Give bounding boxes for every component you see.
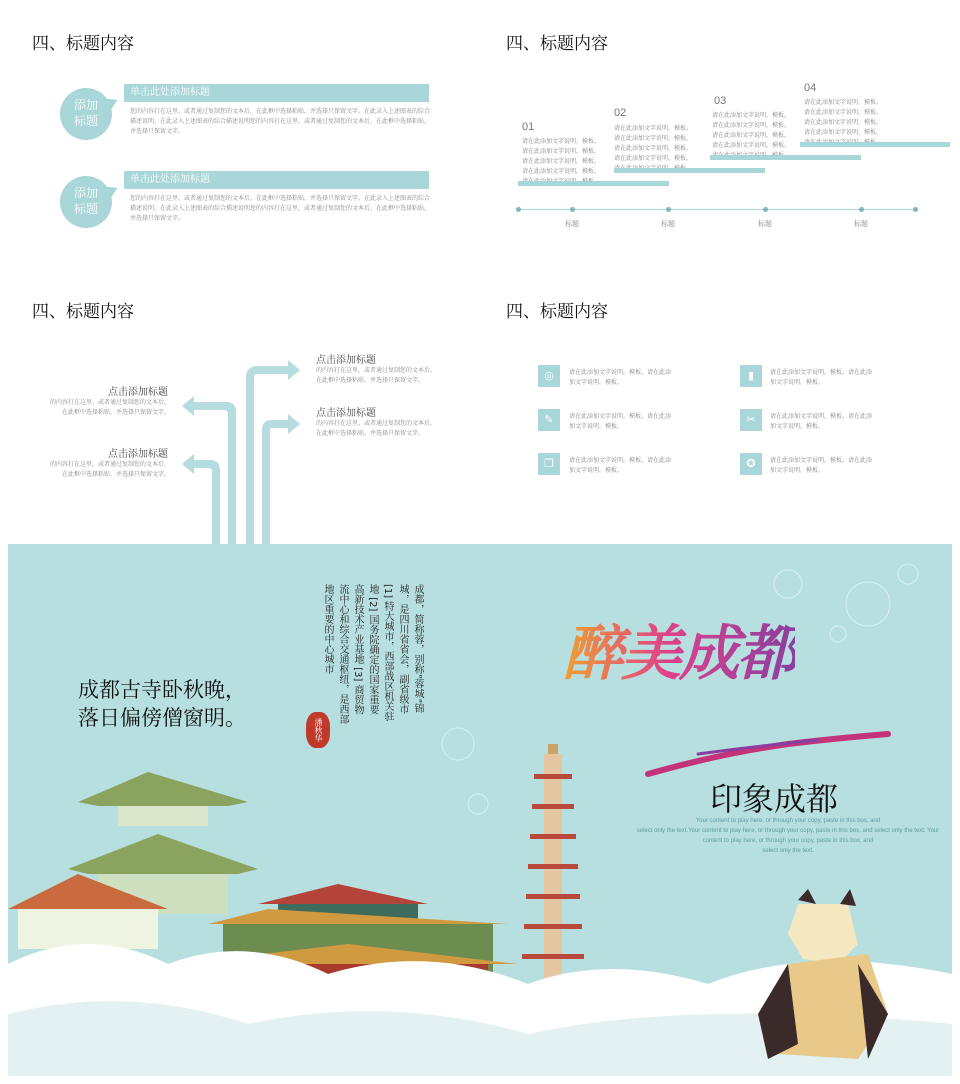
slide-2 <box>480 0 960 272</box>
trash-icon: ▮ <box>740 365 762 387</box>
cell-text: 请在此添加文字说明，模板。请在此添 加文字说明，模板。 <box>770 457 873 474</box>
poster-subtitle: 印象成都 <box>710 780 839 818</box>
cell-text: 请在此添加文字说明，模板。请在此添 加文字说明，模板。 <box>569 369 672 386</box>
slide-title: 四、标题内容 <box>506 302 608 322</box>
title-bubble <box>60 88 112 140</box>
step-text: 请在此添加文字说明，模板。 请在此添加文字说明，模板。 请在此添加文字说明，模板。 请在此添加文字说明，模板。 <box>522 138 601 175</box>
step-number: 02 <box>614 107 627 119</box>
brush-icon: ✎ <box>538 409 560 431</box>
item-body: 的内容打在这里，或者通过复制您的文本后， 在此框中选择粘贴，并选择只保留文字。 <box>49 399 170 416</box>
bubble-label: 添加 标题 <box>73 98 98 128</box>
timeline-label: 标题 <box>854 221 868 228</box>
seal-stamp: 潘秋华 <box>306 712 330 748</box>
title-bubble <box>60 176 112 228</box>
step-text: 请在此添加文字说明，模板。 请在此添加文字说明，模板。 请在此添加文字说明，模板。 请在此添加文字说明，模板。 <box>614 125 693 162</box>
step-number: 03 <box>714 95 727 107</box>
step-number: 01 <box>522 121 535 133</box>
vertical-text: 成都，简称蓉，别称"蓉城"锦 <box>412 584 423 714</box>
slide-1 <box>0 0 480 272</box>
cell-text: 请在此添加文字说明，模板。请在此添 加文字说明，模板。 <box>770 413 873 430</box>
item-body: 的内容打在这里，或者通过复制您的文本后， 在此框中选择粘贴，并选择只保留文字。 <box>316 367 437 384</box>
slide-title: 四、标题内容 <box>32 302 134 322</box>
item-heading: 点击添加标题 <box>108 387 168 398</box>
timeline-label: 标题 <box>661 221 675 228</box>
item-heading: 点击添加标题 <box>316 355 376 366</box>
item-heading: 点击添加标题 <box>108 449 168 460</box>
vertical-text: 高新技术产业基地 [3] 商贸物 <box>352 584 363 715</box>
timeline-line <box>518 209 916 210</box>
step-bar <box>518 181 669 186</box>
slide-3 <box>0 272 480 544</box>
item-body: 的内容打在这里，或者通过复制您的文本后， 在此框中选择粘贴，并选择只保留文字。 <box>316 420 437 437</box>
item-heading: 点击添加标题 <box>316 408 376 419</box>
poem-line: 落日偏傍僧窗明。 <box>78 706 246 730</box>
item-header: 单击此处添加标题 <box>124 171 429 189</box>
bubble-label: 添加 标题 <box>73 186 98 216</box>
item-body: 的内容打在这里，或者通过复制您的文本后， 在此框中选择粘贴，并选择只保留文字。 <box>49 461 170 478</box>
cell-text: 请在此添加文字说明，模板。请在此添 加文字说明，模板。 <box>569 457 672 474</box>
timeline-dot <box>763 207 768 212</box>
step-bar <box>614 168 765 173</box>
step-bar <box>710 155 861 160</box>
timeline-dot <box>666 207 671 212</box>
timeline-dot <box>913 207 918 212</box>
english-caption: Your content to play here, or through your copy, paste in this box, and select only the text.Your content to play here, or through your copy, paste in this box, and select only the text. Your content to play here, or through your copy, paste in this box, and select only the text. <box>636 818 940 854</box>
layers-icon: ❐ <box>538 453 560 475</box>
slide-4 <box>480 272 960 544</box>
step-bar <box>800 142 950 147</box>
vertical-text: [1] 特大城市，西部战区机关驻 <box>382 584 393 722</box>
timeline-label: 标题 <box>758 221 772 228</box>
item-body: 您的内容打在这里，或者通过复制您的文本后，在此框中选择粘贴，并选择只保留文字。在此录入上述图表的综合描述说明，在此录入上述图表的综合描述说明您的内容打在这里，或者通过复制您的文本后，在此框中选择粘贴，并选择只保留文字。 <box>130 195 431 222</box>
item-body: 您的内容打在这里，或者通过复制您的文本后，在此框中选择粘贴，并选择只保留文字。在此录入上述图表的综合描述说明，在此录入上述图表的综合描述说明您的内容打在这里，或者通过复制您的文本后，在此框中选择粘贴，并选择只保留文字。 <box>130 108 431 135</box>
vertical-text: 地区重要的中心城市 <box>322 584 333 674</box>
timeline-dot <box>516 207 521 212</box>
slide-title: 四、标题内容 <box>32 34 134 54</box>
cell-text: 请在此添加文字说明，模板。请在此添 加文字说明，模板。 <box>770 369 873 386</box>
chengdu-poster <box>8 544 952 1076</box>
item-header: 单击此处添加标题 <box>124 84 429 102</box>
branching-arrows-graphic <box>176 360 306 544</box>
timeline-label: 标题 <box>565 221 579 228</box>
step-number: 04 <box>804 82 817 94</box>
step-text: 请在此添加文字说明，模板。 请在此添加文字说明，模板。 请在此添加文字说明，模板。 请在此添加文字说明，模板。 <box>804 99 883 136</box>
cell-text: 请在此添加文字说明，模板。请在此添 加文字说明，模板。 <box>569 413 672 430</box>
timeline-dot <box>570 207 575 212</box>
scissors-icon: ✂ <box>740 409 762 431</box>
poster-main-title: 醉美成都 <box>563 606 795 692</box>
wifi-icon: ◎ <box>538 365 560 387</box>
slide-title: 四、标题内容 <box>506 34 608 54</box>
vertical-text: 城，是四川省省会，副省级市 <box>397 584 408 714</box>
timeline-dot <box>859 207 864 212</box>
step-text: 请在此添加文字说明，模板。 请在此添加文字说明，模板。 请在此添加文字说明，模板。 请在此添加文字说明，模板。 <box>712 112 791 149</box>
vertical-text: 地 [2] 国务院确定的国家重要 <box>367 584 378 715</box>
vertical-text: 流中心和综合交通枢纽，是西部 <box>337 584 348 724</box>
badge-icon: ✪ <box>740 453 762 475</box>
poem-line: 成都古寺卧秋晚， <box>78 678 246 702</box>
